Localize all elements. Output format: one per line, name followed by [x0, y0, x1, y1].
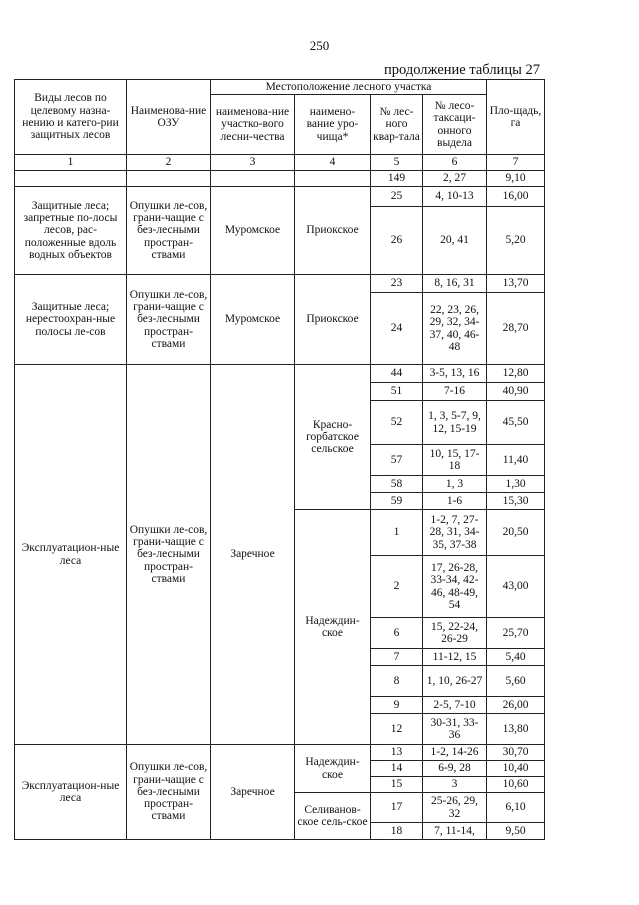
column-number: 6 [423, 155, 487, 171]
district-cell: Муромское [211, 187, 295, 275]
area-value: 12,80 [487, 365, 545, 383]
allotment-number: 7-16 [423, 383, 487, 401]
allotment-number: 4, 10-13 [423, 187, 487, 207]
quarter-number: 18 [371, 823, 423, 840]
quarter-number: 14 [371, 761, 423, 777]
page-number: 250 [309, 38, 330, 53]
area-value: 13,80 [487, 714, 545, 745]
area-value: 25,70 [487, 618, 545, 649]
table-row [15, 187, 545, 207]
table-row [15, 365, 545, 383]
area-value: 13,70 [487, 275, 545, 293]
quarter-number: 12 [371, 714, 423, 745]
tract-cell: Надеждин-ское [295, 745, 371, 793]
quarter-number: 17 [371, 793, 423, 823]
allotment-number: 1-2, 7, 27-28, 31, 34-35, 37-38 [423, 510, 487, 556]
area-value: 9,50 [487, 823, 545, 840]
forest-type-cell: Защитные леса; нерестоохран-ные полосы ле-сов [15, 275, 127, 365]
column-number-row [15, 155, 545, 171]
forest-plots-table [14, 79, 545, 840]
allotment-number: 3-5, 13, 16 [423, 365, 487, 383]
quarter-number: 13 [371, 745, 423, 761]
allotment-number: 25-26, 29, 32 [423, 793, 487, 823]
quarter-number: 8 [371, 666, 423, 697]
column-number: 4 [295, 155, 371, 171]
header-row [15, 80, 545, 95]
area-value: 5,60 [487, 666, 545, 697]
column-number: 7 [487, 155, 545, 171]
area-value: 15,30 [487, 493, 545, 510]
quarter-number: 58 [371, 476, 423, 493]
header-cell: наимено-вание уро-чища* [295, 95, 371, 155]
quarter-number: 51 [371, 383, 423, 401]
table-cell [295, 171, 371, 187]
quarter-number: 7 [371, 649, 423, 666]
quarter-number: 23 [371, 275, 423, 293]
area-value: 9,10 [487, 171, 545, 187]
allotment-number: 6-9, 28 [423, 761, 487, 777]
tract-cell: Красно-горбатское сельское [295, 365, 371, 510]
ozu-name-cell: Опушки ле-сов, грани-чащие с без-лесными простран-ствами [127, 187, 211, 275]
header-cell: Наименова-ние ОЗУ [127, 80, 211, 155]
column-number: 2 [127, 155, 211, 171]
allotment-number: 15, 22-24, 26-29 [423, 618, 487, 649]
area-value: 45,50 [487, 401, 545, 445]
area-value: 10,60 [487, 777, 545, 793]
area-value: 30,70 [487, 745, 545, 761]
area-value: 1,30 [487, 476, 545, 493]
area-value: 26,00 [487, 697, 545, 714]
table-row [15, 171, 545, 187]
district-cell: Заречное [211, 365, 295, 745]
allotment-number: 2-5, 7-10 [423, 697, 487, 714]
table-continuation-label: продолжение таблицы 27 [384, 62, 540, 78]
ozu-name-cell: Опушки ле-сов, грани-чащие с без-лесными простран-ствами [127, 745, 211, 840]
quarter-number: 25 [371, 187, 423, 207]
table-cell [15, 171, 127, 187]
allotment-number: 1, 3 [423, 476, 487, 493]
allotment-number: 20, 41 [423, 207, 487, 275]
header-cell: Виды лесов по целевому назна-нению и катего-рии защитных лесов [15, 80, 127, 155]
area-value: 10,40 [487, 761, 545, 777]
district-cell: Заречное [211, 745, 295, 840]
allotment-number: 1, 3, 5-7, 9, 12, 15-19 [423, 401, 487, 445]
header-cell: № лесо-таксаци-онного выдела [423, 95, 487, 155]
header-cell: Местоположение лесного участка [211, 80, 487, 95]
header-cell: наименова-ние участко-вого лесни-чества [211, 95, 295, 155]
ozu-name-cell: Опушки ле-сов, грани-чащие с без-лесными простран-ствами [127, 365, 211, 745]
quarter-number: 52 [371, 401, 423, 445]
quarter-number: 9 [371, 697, 423, 714]
column-number: 3 [211, 155, 295, 171]
district-cell: Муромское [211, 275, 295, 365]
forest-type-cell: Защитные леса; запретные по-лосы лесов, рас-положенные вдоль водных объектов [15, 187, 127, 275]
allotment-number: 1, 10, 26-27 [423, 666, 487, 697]
forest-type-cell: Эксплуатацион-ные леса [15, 365, 127, 745]
quarter-number: 1 [371, 510, 423, 556]
header-cell: Пло-щадь, га [487, 80, 545, 155]
allotment-number: 7, 11-14, [423, 823, 487, 840]
area-value: 11,40 [487, 445, 545, 476]
allotment-number: 1-6 [423, 493, 487, 510]
allotment-number: 30-31, 33-36 [423, 714, 487, 745]
tract-cell: Приокское [295, 187, 371, 275]
allotment-number: 10, 15, 17-18 [423, 445, 487, 476]
quarter-number: 6 [371, 618, 423, 649]
tract-cell: Приокское [295, 275, 371, 365]
quarter-number: 59 [371, 493, 423, 510]
area-value: 16,00 [487, 187, 545, 207]
allotment-number: 22, 23, 26, 29, 32, 34-37, 40, 46-48 [423, 293, 487, 365]
quarter-number: 26 [371, 207, 423, 275]
quarter-number: 2 [371, 556, 423, 618]
table-cell [127, 171, 211, 187]
allotment-number: 11-12, 15 [423, 649, 487, 666]
table-cell [211, 171, 295, 187]
area-value: 43,00 [487, 556, 545, 618]
area-value: 28,70 [487, 293, 545, 365]
allotment-number: 17, 26-28, 33-34, 42-46, 48-49, 54 [423, 556, 487, 618]
forest-type-cell: Эксплуатацион-ные леса [15, 745, 127, 840]
allotment-number: 3 [423, 777, 487, 793]
area-value: 20,50 [487, 510, 545, 556]
quarter-number: 24 [371, 293, 423, 365]
column-number: 1 [15, 155, 127, 171]
quarter-number: 57 [371, 445, 423, 476]
allotment-number: 2, 27 [423, 171, 487, 187]
tract-cell: Надеждин-ское [295, 510, 371, 745]
allotment-number: 1-2, 14-26 [423, 745, 487, 761]
quarter-number: 44 [371, 365, 423, 383]
ozu-name-cell: Опушки ле-сов, грани-чащие с без-лесными простран-ствами [127, 275, 211, 365]
area-value: 5,40 [487, 649, 545, 666]
column-number: 5 [371, 155, 423, 171]
tract-cell: Селиванов-ское сель-ское [295, 793, 371, 840]
quarter-number: 149 [371, 171, 423, 187]
table-row [15, 275, 545, 293]
table-row [15, 745, 545, 761]
area-value: 6,10 [487, 793, 545, 823]
header-cell: № лес-ного квар-тала [371, 95, 423, 155]
area-value: 40,90 [487, 383, 545, 401]
quarter-number: 15 [371, 777, 423, 793]
allotment-number: 8, 16, 31 [423, 275, 487, 293]
area-value: 5,20 [487, 207, 545, 275]
